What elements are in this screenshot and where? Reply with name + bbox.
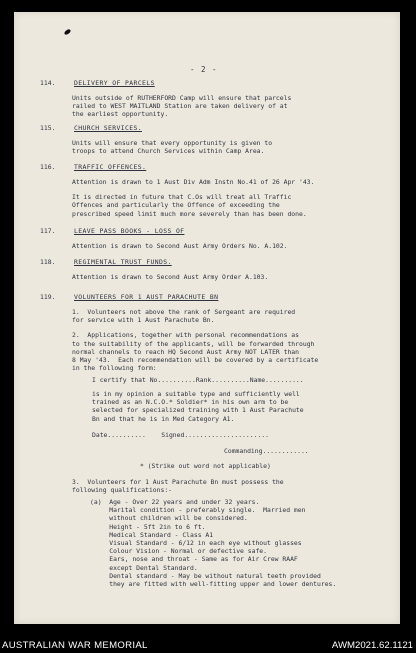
certificate-line: is in my opinion a suitable type and sufficiently well [92,390,300,398]
paragraph-line: in the following form: [72,364,157,373]
section-heading: REGIMENTAL TRUST FUNDS. [74,258,172,266]
commanding-line: Commanding............ [224,447,309,455]
qualification-line: except Dental Standard. [90,563,198,572]
section-number: 118. [40,258,56,266]
paragraph-line: the earliest opportunity. [72,110,169,119]
footer-institution: AUSTRALIAN WAR MEMORIAL [2,640,148,651]
paragraph-line: Attention is drawn to 1 Aust Div Adm Instn No.41 of 26 Apr '43. [72,178,315,186]
certificate-line: selected for specialized training with 1 Aust Parachute [92,406,304,415]
qualification-line: Medical Standard - Class A1 [90,530,214,539]
qualification-line: (a) Age - Over 22 years and under 32 years. [90,498,260,506]
qualification-line: they are fitted with well-fitting upper and lower dentures. [90,580,337,588]
qualification-line: Visual Standard - 6/12 in each eye without glasses [90,539,302,547]
certificate-line: I certify that No..........Rank..........Name.......... [92,376,304,384]
paragraph-line: Attention is drawn to Second Aust Army Orders No. A.102. [72,242,288,250]
qualification-line: Marital condition - preferably single. Married men [90,506,306,515]
section-heading: TRAFFIC OFFENCES. [74,163,147,171]
section-heading: VOLUNTEERS FOR 1 AUST PARACHUTE BN [74,293,219,301]
paragraph-line: for service with 1 Aust Parachute Bn. [72,316,215,325]
certificate-line: trained as an N.C.O.* Soldier* in his own arm to be [92,398,289,407]
section-heading: CHURCH SERVICES. [74,124,142,132]
paragraph-line: prescribed speed limit much more severely than has been done. [72,209,307,218]
paragraph-line: troops to attend Church Services within Camp Area. [72,147,265,156]
section-heading: DELIVERY OF PARCELS [74,79,155,87]
footer-catalogue-id: AWM2021.62.1121 [331,640,413,651]
section-number: 117. [40,227,56,235]
qualification-line: Ears, nose and throat - Same as for Air Crew RAAF [90,555,298,564]
paragraph-line: 8 May '43. Each recommendation will be covered by a certificate [72,356,319,364]
qualification-line: without children will be considered. [90,514,248,523]
paragraph-line: to the suitability of the applicants, will be forwarded through [72,339,315,348]
paragraph-line: railed to WEST MAITLAND Station are taken delivery of at [72,102,288,111]
paragraph-line: normal channels to reach HQ Second Aust Army NOT LATER than [72,347,300,356]
section-number: 115. [40,124,56,132]
paragraph-line: following qualifications:- [72,486,173,495]
section-number: 116. [40,163,56,171]
certificate-line: Bn and that he is in Med Category A1. [92,414,235,423]
section-number: 119. [40,293,56,301]
section-number: 114. [40,79,56,87]
paragraph-line: Units will ensure that every opportunity is given to [72,139,273,147]
document-page [14,12,400,624]
qualification-line: Dental standard - May be without natural teeth provided [90,571,321,580]
footer-bar [0,638,416,653]
strike-out-note: * (Strike out word not applicable) [140,462,271,470]
paragraph-line: 2. Applications, together with personal recommendations as [72,331,300,340]
paragraph-line: 3. Volunteers for 1 Aust Parachute Bn must possess the [72,478,284,486]
paragraph-line: Attention is drawn to Second Aust Army Order A.103. [72,273,269,281]
qualification-line: Height - 5ft 2in to 6 ft. [90,522,206,531]
paragraph-line: It is directed in future that C.Os will treat all Traffic [72,193,292,202]
signature-date-line: Date.......... Signed...................... [92,431,269,439]
page-number: - 2 - [190,65,218,74]
section-heading: LEAVE PASS BOOKS - LOSS OF [74,227,185,235]
punch-hole [63,28,71,35]
paragraph-line: 1. Volunteers not above the rank of Sergeant are required [72,308,296,316]
paragraph-line: Units outside of RUTHERFORD Camp will ensure that parcels [72,94,292,102]
paragraph-line: Offences and particularly the Offence of exceeding the [72,201,280,210]
qualification-line: Colour Vision - Normal or defective safe. [90,547,267,556]
